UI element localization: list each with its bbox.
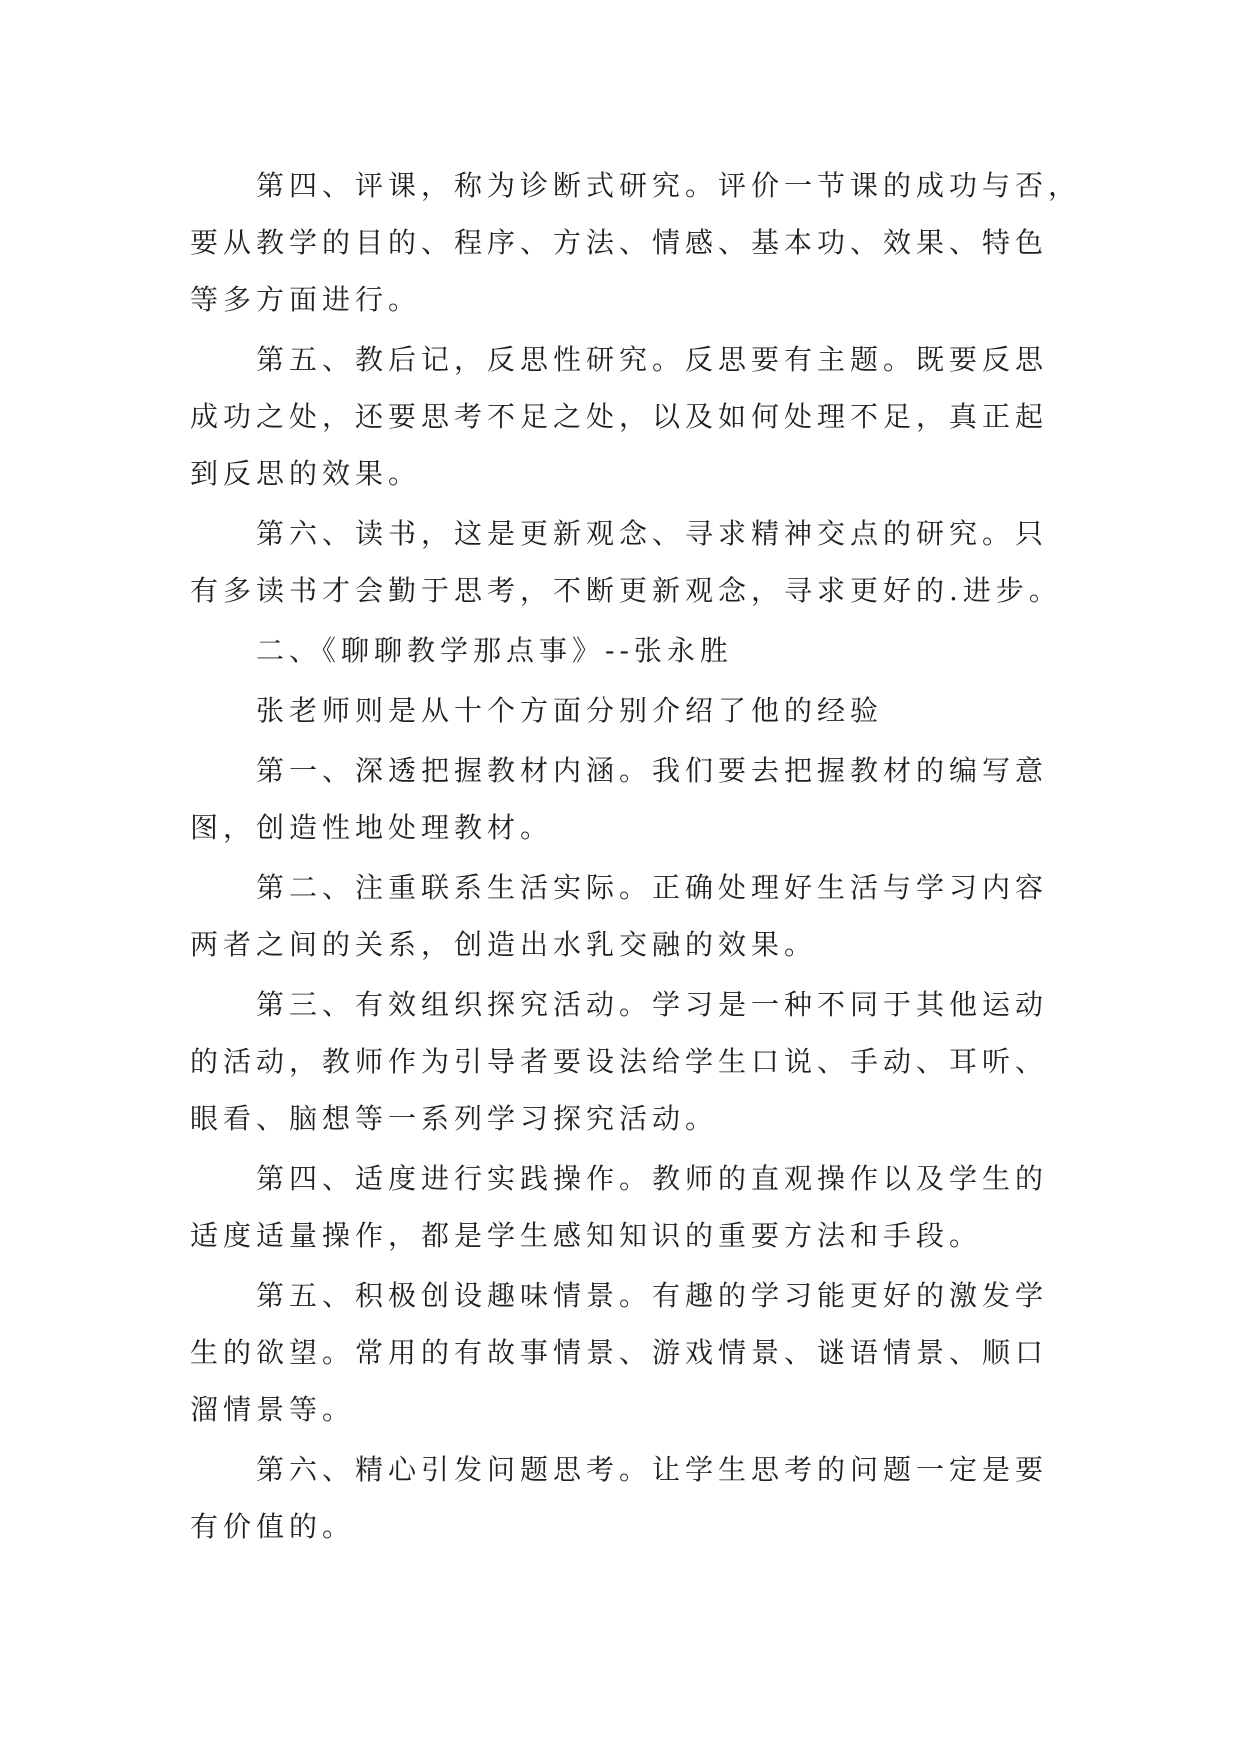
- text-line: 成功之处，还要思考不足之处，以及如何处理不足，真正起: [190, 400, 1049, 433]
- text-line: 有价值的。: [190, 1510, 356, 1543]
- body-paragraph: [190, 1150, 1190, 1264]
- body-paragraph: [190, 1441, 1190, 1555]
- text-line: 等多方面进行。: [190, 283, 422, 316]
- text-line: 二、《聊聊教学那点事》--张永胜: [256, 634, 733, 667]
- text-line: 第三、有效组织探究活动。学习是一种不同于其他运动: [256, 988, 1049, 1021]
- body-paragraph: [190, 331, 1190, 502]
- text-line: 的活动，教师作为引导者要设法给学生口说、手动、耳听、: [190, 1045, 1049, 1078]
- text-line: 要从教学的目的、程序、方法、情感、基本功、效果、特色: [190, 226, 1049, 259]
- body-paragraph: [190, 682, 1190, 739]
- document-body: [190, 157, 1190, 1558]
- text-line: 第六、读书，这是更新观念、寻求精神交点的研究。只: [256, 517, 1049, 550]
- body-paragraph: [190, 742, 1190, 856]
- body-paragraph: [190, 859, 1190, 973]
- text-line: 生的欲望。常用的有故事情景、游戏情景、谜语情景、顺口: [190, 1336, 1049, 1369]
- text-line: 第六、精心引发问题思考。让学生思考的问题一定是要: [256, 1453, 1049, 1486]
- text-line: 两者之间的关系，创造出水乳交融的效果。: [190, 928, 818, 961]
- text-line: 适度适量操作，都是学生感知知识的重要方法和手段。: [190, 1219, 983, 1252]
- text-line: 第二、注重联系生活实际。正确处理好生活与学习内容: [256, 871, 1049, 904]
- body-paragraph: [190, 1267, 1190, 1438]
- text-line: 到反思的效果。: [190, 457, 422, 490]
- text-line: 有多读书才会勤于思考，不断更新观念，寻求更好的.进步。: [190, 574, 1062, 607]
- body-paragraph: [190, 505, 1190, 619]
- text-line: 第四、适度进行实践操作。教师的直观操作以及学生的: [256, 1162, 1049, 1195]
- text-line: 第四、评课，称为诊断式研究。评价一节课的成功与否，: [256, 169, 1082, 202]
- body-paragraph: [190, 976, 1190, 1147]
- text-line: 溜情景等。: [190, 1393, 356, 1426]
- text-line: 图，创造性地处理教材。: [190, 811, 554, 844]
- text-line: 张老师则是从十个方面分别介绍了他的经验: [256, 694, 884, 727]
- text-line: 第五、积极创设趣味情景。有趣的学习能更好的激发学: [256, 1279, 1049, 1312]
- body-paragraph: [190, 157, 1190, 328]
- text-line: 第一、深透把握教材内涵。我们要去把握教材的编写意: [256, 754, 1049, 787]
- text-line: 第五、教后记，反思性研究。反思要有主题。既要反思: [256, 343, 1049, 376]
- text-line: 眼看、脑想等一系列学习探究活动。: [190, 1102, 719, 1135]
- section-heading: [190, 622, 1190, 679]
